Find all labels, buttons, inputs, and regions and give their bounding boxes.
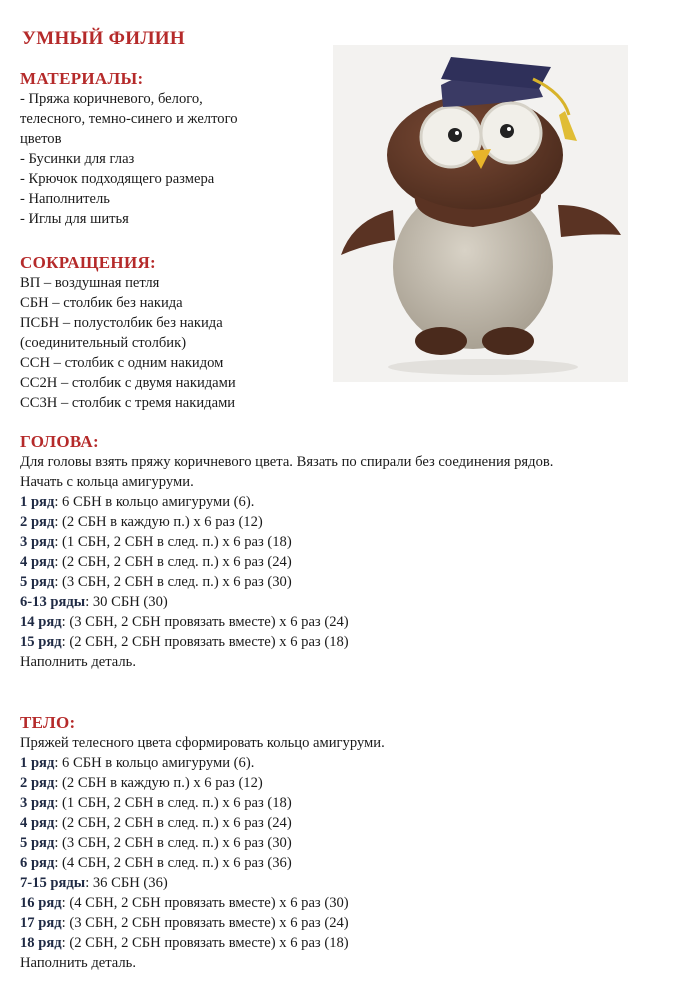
row-text: : (3 СБН, 2 СБН в след. п.) х 6 раз (30)	[54, 574, 292, 590]
row-label: 16 ряд	[20, 895, 62, 911]
head-section	[20, 432, 620, 672]
pattern-row	[20, 572, 620, 592]
pattern-row	[20, 492, 620, 512]
pattern-row	[20, 753, 385, 773]
row-label: 3 ряд	[20, 534, 55, 550]
materials-item: - Иглы для шитья	[20, 211, 129, 227]
materials-item: - Пряжа коричневого, белого,	[20, 91, 203, 107]
row-label: 5 ряд	[20, 574, 55, 590]
pattern-row	[20, 552, 620, 572]
row-text: : (2 СБН в каждую п.) х 6 раз (12)	[54, 514, 263, 530]
row-label: 5 ряд	[20, 835, 55, 851]
row-text: : (2 СБН в каждую п.) х 6 раз (12)	[54, 775, 263, 791]
materials-item: - Бусинки для глаз	[20, 151, 135, 167]
abbreviation-item: ВП – воздушная петля	[20, 275, 160, 291]
row-text: : (1 СБН, 2 СБН в след. п.) х 6 раз (18)	[54, 534, 292, 550]
row-text: : 30 СБН (30)	[85, 594, 168, 610]
head-start: Начать с кольца амигуруми.	[20, 474, 194, 490]
materials-section	[20, 69, 238, 229]
pattern-row	[20, 632, 620, 652]
row-label: 14 ряд	[20, 614, 62, 630]
abbreviation-item: ПСБН – полустолбик без накида	[20, 315, 223, 331]
pattern-row	[20, 592, 620, 612]
materials-item: - Крючок подходящего размера	[20, 171, 215, 187]
row-label: 1 ряд	[20, 755, 55, 771]
row-text: : (2 СБН, 2 СБН провязать вместе) х 6 раз (18)	[61, 935, 349, 951]
row-text: : (2 СБН, 2 СБН в след. п.) х 6 раз (24)	[54, 554, 292, 570]
pattern-row	[20, 853, 385, 873]
pattern-row	[20, 873, 385, 893]
pattern-row	[20, 612, 620, 632]
owl-photo	[333, 45, 628, 382]
pattern-row	[20, 532, 620, 552]
row-text: : (1 СБН, 2 СБН в след. п.) х 6 раз (18)	[54, 795, 292, 811]
materials-item: цветов	[20, 131, 62, 147]
page-title: УМНЫЙ ФИЛИН	[22, 28, 185, 49]
head-heading: ГОЛОВА:	[20, 432, 99, 451]
row-label: 17 ряд	[20, 915, 62, 931]
owl-illustration	[333, 45, 628, 382]
row-label: 15 ряд	[20, 634, 62, 650]
row-text: : (4 СБН, 2 СБН в след. п.) х 6 раз (36)	[54, 855, 292, 871]
head-intro: Для головы взять пряжу коричневого цвета. Вязать по спирали без соединения рядов.	[20, 454, 554, 470]
pattern-row	[20, 833, 385, 853]
pattern-row	[20, 913, 385, 933]
pattern-row	[20, 933, 385, 953]
pattern-row	[20, 813, 385, 833]
row-text: : (2 СБН, 2 СБН провязать вместе) х 6 раз (18)	[61, 634, 349, 650]
row-text: : (2 СБН, 2 СБН в след. п.) х 6 раз (24)	[54, 815, 292, 831]
head-finish: Наполнить деталь.	[20, 654, 136, 670]
body-finish: Наполнить деталь.	[20, 955, 136, 971]
abbreviation-item: ССН – столбик с одним накидом	[20, 355, 224, 371]
materials-item: телесного, темно-синего и желтого	[20, 111, 238, 127]
abbreviation-item: СБН – столбик без накида	[20, 295, 183, 311]
body-intro: Пряжей телесного цвета сформировать кольцо амигуруми.	[20, 735, 385, 751]
row-label: 6 ряд	[20, 855, 55, 871]
row-label: 7-15 ряды	[20, 875, 86, 891]
row-text: : 36 СБН (36)	[85, 875, 168, 891]
materials-heading: МАТЕРИАЛЫ:	[20, 69, 144, 88]
body-section	[20, 713, 385, 973]
abbreviations-heading: СОКРАЩЕНИЯ:	[20, 253, 157, 272]
materials-item: - Наполнитель	[20, 191, 110, 207]
pattern-row	[20, 893, 385, 913]
row-label: 1 ряд	[20, 494, 55, 510]
row-text: : (4 СБН, 2 СБН провязать вместе) х 6 раз (30)	[61, 895, 349, 911]
row-label: 4 ряд	[20, 815, 55, 831]
abbreviation-item: СС3Н – столбик с тремя накидами	[20, 395, 236, 411]
row-text: : (3 СБН, 2 СБН в след. п.) х 6 раз (30)	[54, 835, 292, 851]
row-label: 3 ряд	[20, 795, 55, 811]
pattern-row	[20, 773, 385, 793]
row-label: 18 ряд	[20, 935, 62, 951]
materials-list	[20, 89, 238, 229]
row-label: 4 ряд	[20, 554, 55, 570]
pattern-row	[20, 793, 385, 813]
row-label: 2 ряд	[20, 775, 55, 791]
pattern-row	[20, 512, 620, 532]
row-label: 2 ряд	[20, 514, 55, 530]
abbreviation-item: (соединительный столбик)	[20, 335, 187, 351]
row-text: : 6 СБН в кольцо амигуруми (6).	[54, 494, 255, 510]
row-text: : (3 СБН, 2 СБН провязать вместе) х 6 раз (24)	[61, 614, 349, 630]
row-text: : (3 СБН, 2 СБН провязать вместе) х 6 раз (24)	[61, 915, 349, 931]
body-heading: ТЕЛО:	[20, 713, 76, 732]
abbreviation-item: СС2Н – столбик с двумя накидами	[20, 375, 236, 391]
abbreviations-section	[20, 253, 236, 413]
row-text: : 6 СБН в кольцо амигуруми (6).	[54, 755, 255, 771]
row-label: 6-13 ряды	[20, 594, 86, 610]
